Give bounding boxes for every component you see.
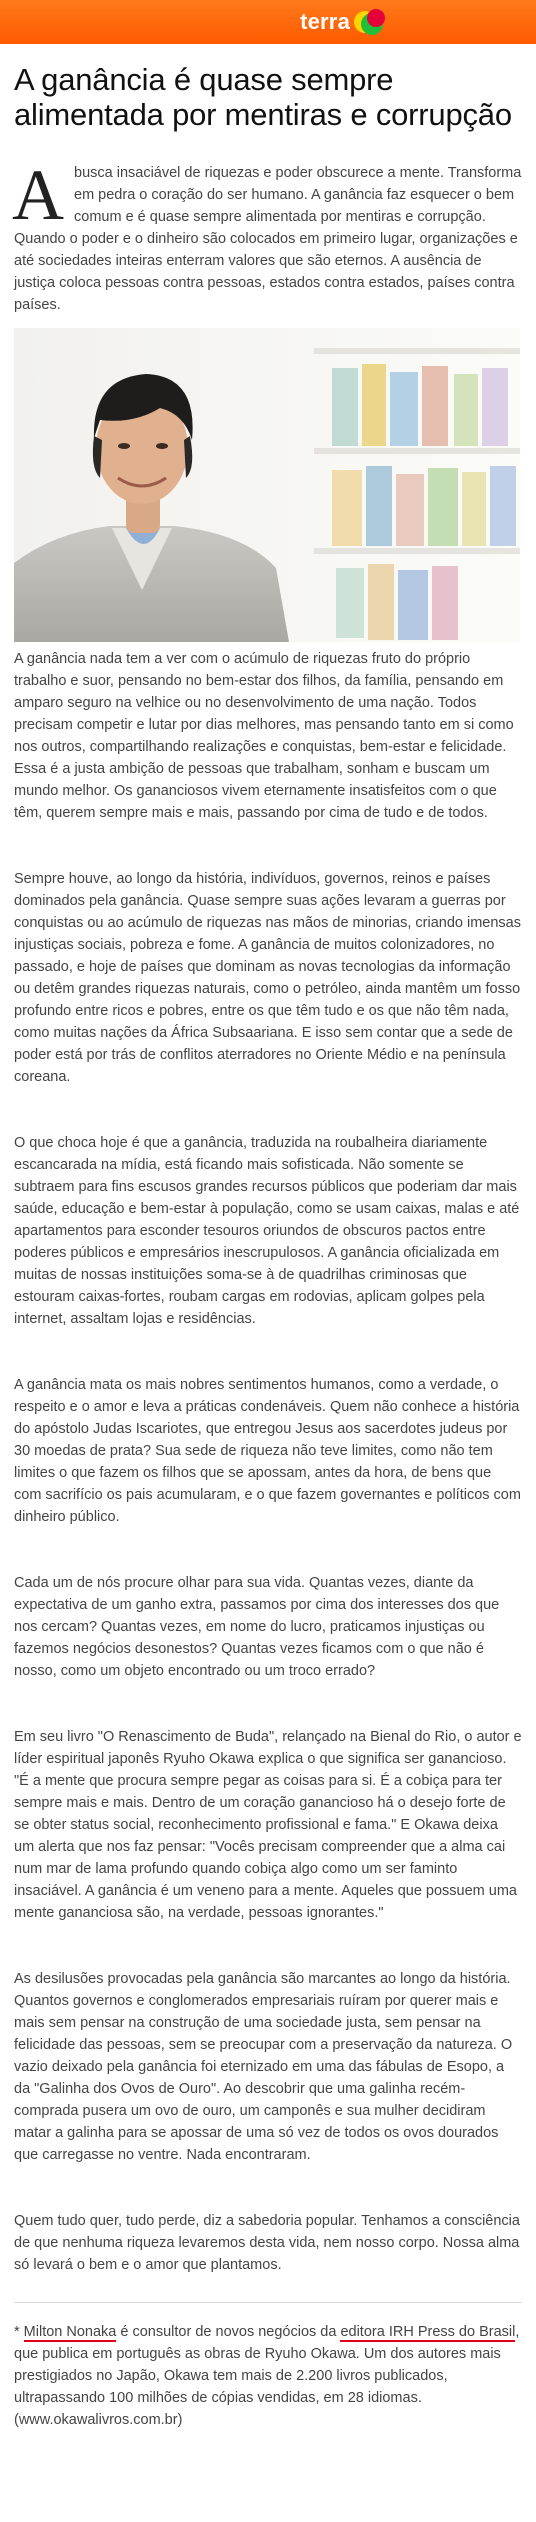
site-header xyxy=(0,0,536,44)
article-lead xyxy=(12,155,522,316)
article-title: A ganância é quase sempre alimentada por mentiras e corrupção xyxy=(14,62,512,132)
paragraph: A ganância mata os mais nobres sentimentos humanos, como a verdade, o respeito e o amor e leva a práticas condenáveis. Quem não conhece a história do apóstolo Judas Iscariotes, que entregou Jesus aos sacerdotes judeus por 30 moedas de prata? Sua sede de riqueza não teve limites, como não tem limites o que fazem os filhos que se apossam, antes da hora, de bens que com sacrifício os pais acumularam, e o que fazem governantes e políticos com dinheiro público. xyxy=(14,1377,521,1525)
article xyxy=(0,44,536,2431)
drop-cap: A xyxy=(12,155,64,235)
terra-home-link[interactable] xyxy=(300,9,386,35)
paragraph: Cada um de nós procure olhar para sua vida. Quantas vezes, diante da expectativa de um ganho extra, passamos por cima dos interesses dos que nos cercam? Quantas vezes, em nome do lucro, praticamos injustiças ou fazemos negócios desonestos? Quantas vezes ficamos com o que não é nosso, como um objeto encontrado ou um troco errado? xyxy=(14,1575,500,1679)
article-photo xyxy=(14,328,520,642)
paragraph: O que choca hoje é que a ganância, traduzida na roubalheira diariamente escancarada na mídia, está ficando mais sofisticada. Não somente se subtraem para fins escusos grandes recursos públicos que poderiam dar mais saúde, educação e bem-estar à população, como se usam caixas, malas e até apartamentos para esconder tesouros oriundos de obscuros pactos entre poderes públicos e empresários inescrupulosos. A ganância oficializada em muitas de nossas instituições soma-se à de quadrilhas criminosas que estouram caixas-fortes, roubam cargas em rodovias, aplicam golpes pela internet, assaltam lojas e residências. xyxy=(14,1135,520,1327)
brand-name: terra xyxy=(300,9,350,34)
paragraph: As desilusões provocadas pela ganância são marcantes ao longo da história. Quantos governos e conglomerados empresariais ruíram por querer mais e mais sem pensar na construção de uma sociedade justa, sem pensar na felicidade das pessoas, sem se preocupar com a preservação da natureza. O vazio deixado pela ganância foi eternizado em uma das fábulas de Esopo, a da "Galinha dos Ovos de Ouro". Ao descobrir que uma galinha recém-comprada pusera um ovo de ouro, um camponês e sua mulher decidiram matar a galinha para se apossar de uma só vez de todos os ovos dourados que carregasse no ventre. Nada encontraram. xyxy=(14,1971,513,2163)
author-link[interactable]: Milton Nonaka xyxy=(23,2324,117,2340)
author-note: * Milton Nonaka é consultor de novos negócios da editora IRH Press do Brasil, que publica em português as obras de Ryuho Okawa. Um dos autores mais prestigiados no Japão, Okawa tem mais de 2.200 livros publicados, ultrapassando 100 milhões de cópias vendidas, em 28 idiomas. (www.okawalivros.com.br) xyxy=(14,2302,522,2431)
paragraph: Sempre houve, ao longo da história, indivíduos, governos, reinos e países dominados pela ganância. Quase sempre suas ações levaram a guerras por conquistas ou ao acúmulo de riquezas nas mãos de minorias, criando imensas injustiças sociais, pobreza e fome. A ganância de muitos colonizadores, no passado, e hoje de países que dominam as novas tecnologias da informação ou detêm grandes riquezas naturais, como o petróleo, ainda mantêm um fosso profundo entre ricos e pobres, entre os que têm tudo e os que não têm nada, como muitas nações da África Subsaariana. E isso sem contar que a sede de poder está por trás de conflitos aterradores no Oriente Médio e na península coreana. xyxy=(14,871,521,1085)
paragraph: Em seu livro "O Renascimento de Buda", relançado na Bienal do Rio, o autor e líder espiritual japonês Ryuho Okawa explica o que significa ser ganancioso. "É a mente que procura sempre pegar as coisas para si. É a cobiça para ter sempre mais e mais. Dentro de um coração ganancioso há o desejo forte de se obter status social, reconhecimento profissional e fama." E Okawa deixa um alerta que nos faz pensar: "Vocês precisam compreender que a alma cai num mar de lama profundo quando cobiça algo como um ser faminto insaciável. A ganância é um veneno para a mente. Aqueles que possuem uma mente gananciosa são, na verdade, pessoas ignorantes." xyxy=(14,1729,522,1921)
publisher-link[interactable]: editora IRH Press do Brasil xyxy=(340,2324,516,2340)
portrait-image xyxy=(14,328,520,642)
terra-logo-icon xyxy=(354,9,386,35)
lead-text: busca insaciável de riquezas e poder obscurece a mente. Transforma em pedra o coração do ser humano. A ganância faz esquecer o bem comum e é quase sempre alimentada por mentiras e corrupção. Quando o poder e o dinheiro são colocados em primeiro lugar, organizações e até sociedades inteiras enterram valores que são eternos. A ausência de justiça coloca pessoas contra pessoas, estados contra estados, países contra países. xyxy=(14,165,522,313)
paragraph: Quem tudo quer, tudo perde, diz a sabedoria popular. Tenhamos a consciência de que nenhuma riqueza levaremos desta vida, nem nosso corpo. Nossa alma só levará o bem e o amor que plantamos. xyxy=(14,2213,520,2273)
paragraph: A ganância nada tem a ver com o acúmulo de riquezas fruto do próprio trabalho e suor, pensando no bem-estar dos filhos, da família, pensando em amparo seguro na velhice ou no desenvolvimento de uma nação. Todos precisam competir e lutar por dias melhores, mas pensando tanto em si como nos outros, compartilhando realizações e conquistas, bem-estar e felicidade. Essa é a justa ambição de pessoas que trabalham, sonham e buscam um mundo melhor. Os gananciosos vivem eternamente insatisfeitos com o que têm, querem sempre mais e mais, passando por cima de tudo e de todos. xyxy=(14,651,514,821)
